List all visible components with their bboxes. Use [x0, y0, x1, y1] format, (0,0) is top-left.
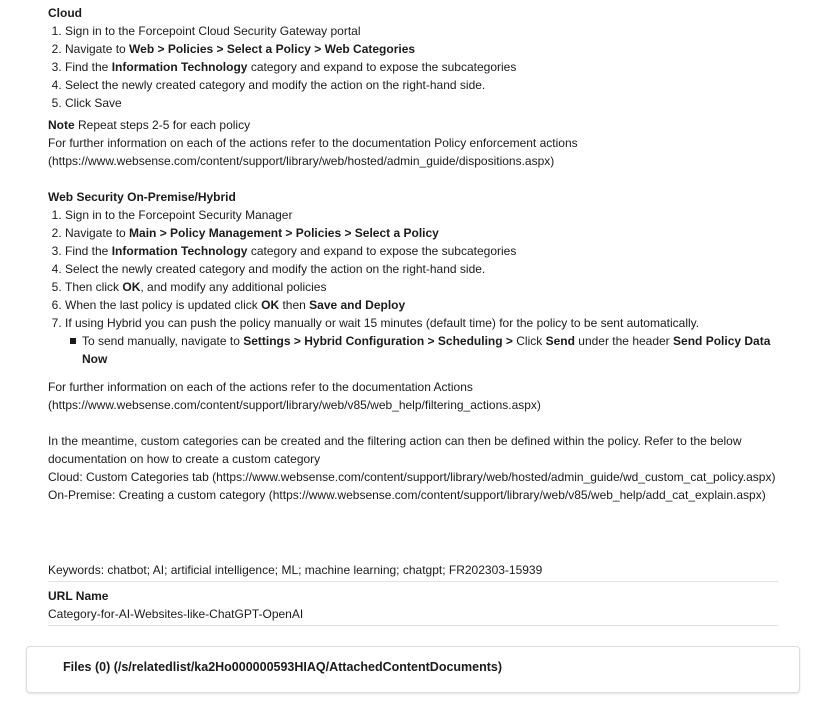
cloud-further-link[interactable]: (https://www.websense.com/content/support/library/web/hosted/admin_guide/dispositions.aspx)	[48, 154, 555, 168]
keywords: Keywords: chatbot; AI; artificial intelligence; ML; machine learning; chatgpt; FR202303-15939	[48, 561, 778, 582]
cloud-steps-list	[48, 22, 788, 112]
cloud-step-3: 3. Find the Information Technology category and expand to expose the subcategories	[65, 58, 788, 76]
onprem-custom-category-link[interactable]: On-Premise: Creating a custom category (https://www.websense.com/content/support/library/web/v85/web_help/add_cat_explain.aspx)	[48, 488, 766, 502]
onprem-step-4: 4. Select the newly created category and modify the action on the right-hand side.	[65, 260, 788, 278]
onprem-step-6: 6. When the last policy is updated click OK then Save and Deploy	[65, 296, 788, 314]
url-name-label: URL Name	[48, 589, 109, 603]
cloud-heading: Cloud	[48, 6, 82, 20]
onprem-steps-list	[48, 206, 788, 368]
onprem-heading: Web Security On-Premise/Hybrid	[48, 190, 236, 204]
cloud-note: Note Repeat steps 2-5 for each policy	[48, 118, 251, 132]
cloud-further-info: For further information on each of the actions refer to the documentation Policy enforcement actions	[48, 136, 578, 150]
onprem-substep-send-manually: To send manually, navigate to Settings > Hybrid Configuration > Scheduling > Click Send under the header Send Policy Data Now	[82, 334, 771, 366]
meantime-paragraph: In the meantime, custom categories can be created and the filtering action can then be defined within the policy. Refer to the below documentation on how to create a custom category	[48, 434, 742, 466]
cloud-step-4: 4. Select the newly created category and modify the action on the right-hand side.	[65, 76, 788, 94]
onprem-step-7: 7. If using Hybrid you can push the policy manually or wait 15 minutes (default time) for the policy to be sent automatically. To send manually, navigate to Settings > Hybrid Configuration > Scheduling > Click Send under the header Send Policy Data Now	[65, 314, 788, 368]
onprem-step-5: 5. Then click OK, and modify any additional policies	[65, 278, 788, 296]
onprem-step-2: 2. Navigate to Main > Policy Management > Policies > Select a Policy	[65, 224, 788, 242]
url-name-value: Category-for-AI-Websites-like-ChatGPT-OpenAI	[48, 607, 304, 621]
onprem-substeps	[65, 332, 788, 368]
onprem-step-1: 1. Sign in to the Forcepoint Security Manager	[65, 206, 788, 224]
cloud-step-1: 1. Sign in to the Forcepoint Cloud Security Gateway portal	[65, 22, 788, 40]
onprem-further-link[interactable]: (https://www.websense.com/content/support/library/web/v85/web_help/filtering_actions.aspx)	[48, 398, 541, 412]
files-link[interactable]: Files (0) (/s/relatedlist/ka2Ho000000593HIAQ/AttachedContentDocuments)	[63, 660, 503, 674]
cloud-step-2: 2. Navigate to Web > Policies > Select a Policy > Web Categories	[65, 40, 788, 58]
files-related-list[interactable]	[26, 646, 800, 693]
onprem-step-3: 3. Find the Information Technology category and expand to expose the subcategories	[65, 242, 788, 260]
cloud-custom-category-link[interactable]: Cloud: Custom Categories tab (https://www.websense.com/content/support/library/web/hosted/admin_guide/wd_custom_cat_policy.aspx)	[48, 470, 776, 484]
cloud-step-5: 5. Click Save	[65, 94, 788, 112]
article-body	[48, 4, 788, 504]
onprem-further-info: For further information on each of the actions refer to the documentation Actions	[48, 380, 473, 394]
url-name-field	[48, 587, 778, 626]
